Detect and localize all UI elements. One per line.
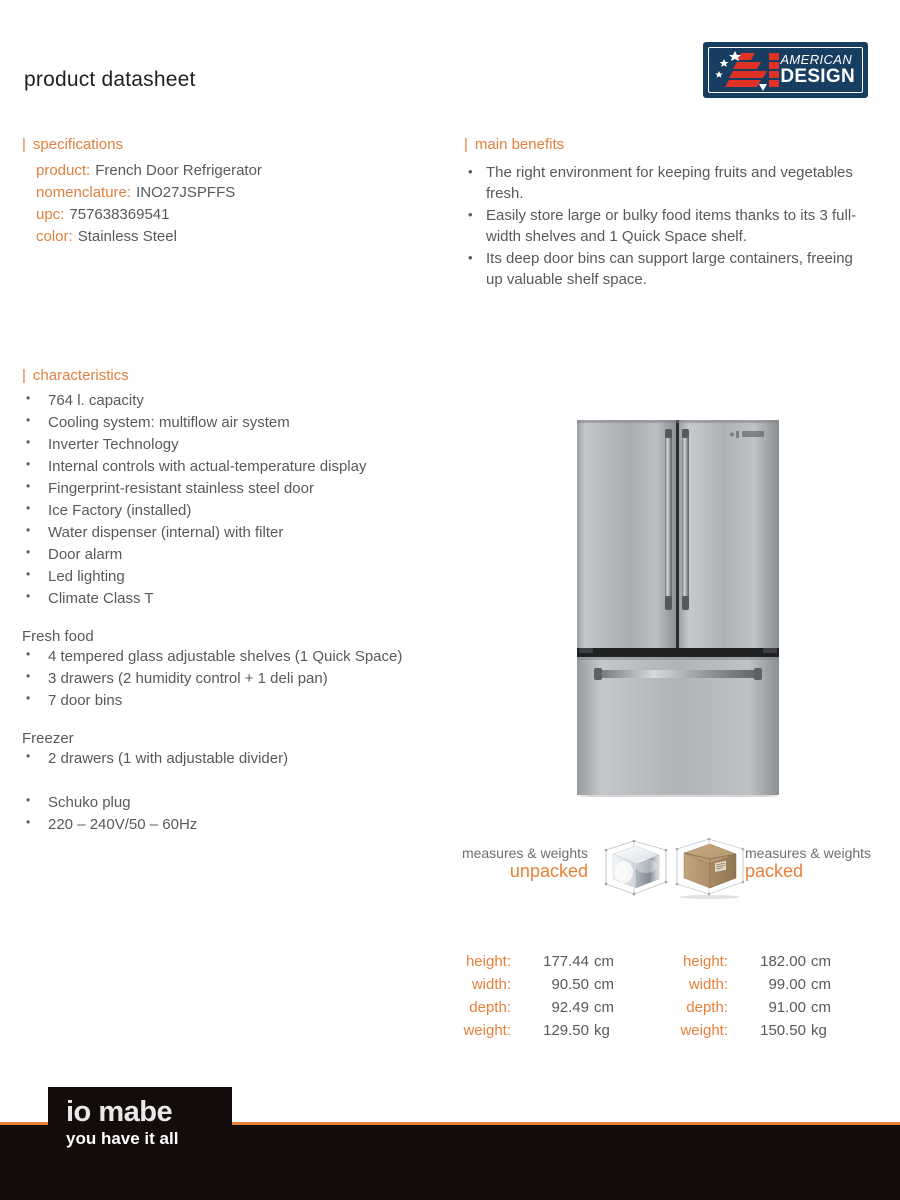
dim-key: depth: xyxy=(469,999,511,1016)
footer-logo-main: io mabe xyxy=(66,1096,173,1128)
table-row xyxy=(455,1019,615,1042)
refrigerator-illustration xyxy=(575,412,783,797)
dim-value: 182.00 xyxy=(760,953,806,970)
list-item: • Internal controls with actual-temperature display xyxy=(22,456,442,478)
table-row xyxy=(455,996,615,1019)
spec-row-color xyxy=(36,226,262,248)
dim-value: 129.50 xyxy=(543,1022,589,1039)
dim-unit: cm xyxy=(811,999,831,1016)
spec-label: nomenclature: xyxy=(36,184,132,201)
list-item: • Its deep door bins can support large containers, freeing up valuable shelf space. xyxy=(464,248,864,290)
heading-label: characteristics xyxy=(32,367,129,384)
american-design-logo xyxy=(703,42,868,98)
logo-wordmark xyxy=(780,53,855,86)
list-item: • Door alarm xyxy=(22,544,442,566)
dim-value: 92.49 xyxy=(551,999,589,1016)
table-row xyxy=(672,973,832,996)
list-item: • Fingerprint-resistant stainless steel door xyxy=(22,478,442,500)
list-item: • Schuko plug xyxy=(22,792,442,814)
characteristics-list xyxy=(22,390,442,836)
spec-row-product xyxy=(36,160,262,182)
dim-value: 177.44 xyxy=(543,953,589,970)
benefits-list xyxy=(464,162,864,291)
dim-unit: cm xyxy=(594,976,614,993)
heading-label: main benefits xyxy=(474,136,565,153)
measures-captions-row xyxy=(455,838,880,900)
spec-value: INO27JSPFFS xyxy=(136,184,236,201)
table-row xyxy=(672,1019,832,1042)
dim-unit: cm xyxy=(594,999,614,1016)
dim-value: 99.00 xyxy=(768,976,806,993)
logo-inner-border xyxy=(708,47,863,93)
dim-value: 150.50 xyxy=(760,1022,806,1039)
caption-bottom: unpacked xyxy=(509,861,588,881)
caption-top: measures & weights xyxy=(745,845,872,861)
dim-key: weight: xyxy=(680,1022,728,1039)
list-item: • 764 l. capacity xyxy=(22,390,442,412)
io-mabe-logo xyxy=(48,1096,248,1150)
measures-caption-unpacked xyxy=(455,844,588,880)
specifications-list xyxy=(36,160,262,248)
list-item: • The right environment for keeping fruits and vegetables fresh. xyxy=(464,162,864,204)
caption-top: measures & weights xyxy=(461,845,588,861)
footer-logo-tagline: you have it all xyxy=(66,1129,179,1148)
section-heading-specifications xyxy=(22,136,123,153)
spec-value: 757638369541 xyxy=(69,206,170,223)
list-item: • Cooling system: multiflow air system xyxy=(22,412,442,434)
spec-value: Stainless Steel xyxy=(77,228,177,245)
white-cube-icon xyxy=(596,838,674,900)
cardboard-box-icon xyxy=(669,836,751,900)
spec-row-nomenclature xyxy=(36,182,262,204)
list-item: • Easily store large or bulky food items thanks to its 3 full-width shelves and 1 Quick Space shelf. xyxy=(464,205,864,247)
heading-pipe: | xyxy=(464,136,468,153)
dim-value: 90.50 xyxy=(551,976,589,993)
heading-pipe: | xyxy=(22,136,26,153)
section-heading-main-benefits xyxy=(464,136,564,153)
dim-key: weight: xyxy=(463,1022,511,1039)
table-row xyxy=(672,996,832,1019)
subsection-title-freezer: Freezer xyxy=(22,730,74,747)
dim-key: width: xyxy=(688,976,728,993)
list-item: • 4 tempered glass adjustable shelves (1 Quick Space) xyxy=(22,646,408,668)
spacer xyxy=(22,770,442,792)
dimensions-table-unpacked xyxy=(455,950,615,1042)
spec-row-upc xyxy=(36,204,262,226)
heading-pipe: | xyxy=(22,367,26,384)
list-item: • 2 drawers (1 with adjustable divider) xyxy=(22,748,442,770)
spec-value: French Door Refrigerator xyxy=(95,162,262,179)
list-item: • 220 – 240V/50 – 60Hz xyxy=(22,814,442,836)
spec-label: product: xyxy=(36,162,91,179)
list-item: • 3 drawers (2 humidity control + 1 deli pan) xyxy=(22,668,442,690)
list-item: • 7 door bins xyxy=(22,690,442,712)
dim-key: height: xyxy=(682,953,728,970)
dim-unit: cm xyxy=(811,976,831,993)
french-door-refrigerator-photo xyxy=(575,412,783,797)
dim-unit: kg xyxy=(594,1022,610,1039)
subsection-title-fresh-food: Fresh food xyxy=(22,628,94,645)
logo-line-american: AMERICAN xyxy=(780,52,853,67)
list-item: • Water dispenser (internal) with filter xyxy=(22,522,442,544)
list-item: • Ice Factory (installed) xyxy=(22,500,442,522)
list-item: • Led lighting xyxy=(22,566,442,588)
spec-label: color: xyxy=(36,228,73,245)
list-item: • Climate Class T xyxy=(22,588,442,610)
dim-key: height: xyxy=(465,953,511,970)
dim-unit: cm xyxy=(594,953,614,970)
page-title: product datasheet xyxy=(24,68,196,91)
measures-caption-packed xyxy=(745,844,880,880)
spec-label: upc: xyxy=(36,206,65,223)
caption-bottom: packed xyxy=(745,861,804,881)
logo-line-design: DESIGN xyxy=(780,66,855,87)
dim-value: 91.00 xyxy=(768,999,806,1016)
dimensions-table-packed xyxy=(672,950,832,1042)
table-row xyxy=(455,973,615,996)
list-item: • Inverter Technology xyxy=(22,434,442,456)
table-row xyxy=(672,950,832,973)
heading-label: specifications xyxy=(32,136,123,153)
section-heading-characteristics xyxy=(22,367,129,384)
dim-key: depth: xyxy=(686,999,728,1016)
dim-unit: cm xyxy=(811,953,831,970)
table-row xyxy=(455,950,615,973)
dim-unit: kg xyxy=(811,1022,827,1039)
dim-key: width: xyxy=(471,976,511,993)
